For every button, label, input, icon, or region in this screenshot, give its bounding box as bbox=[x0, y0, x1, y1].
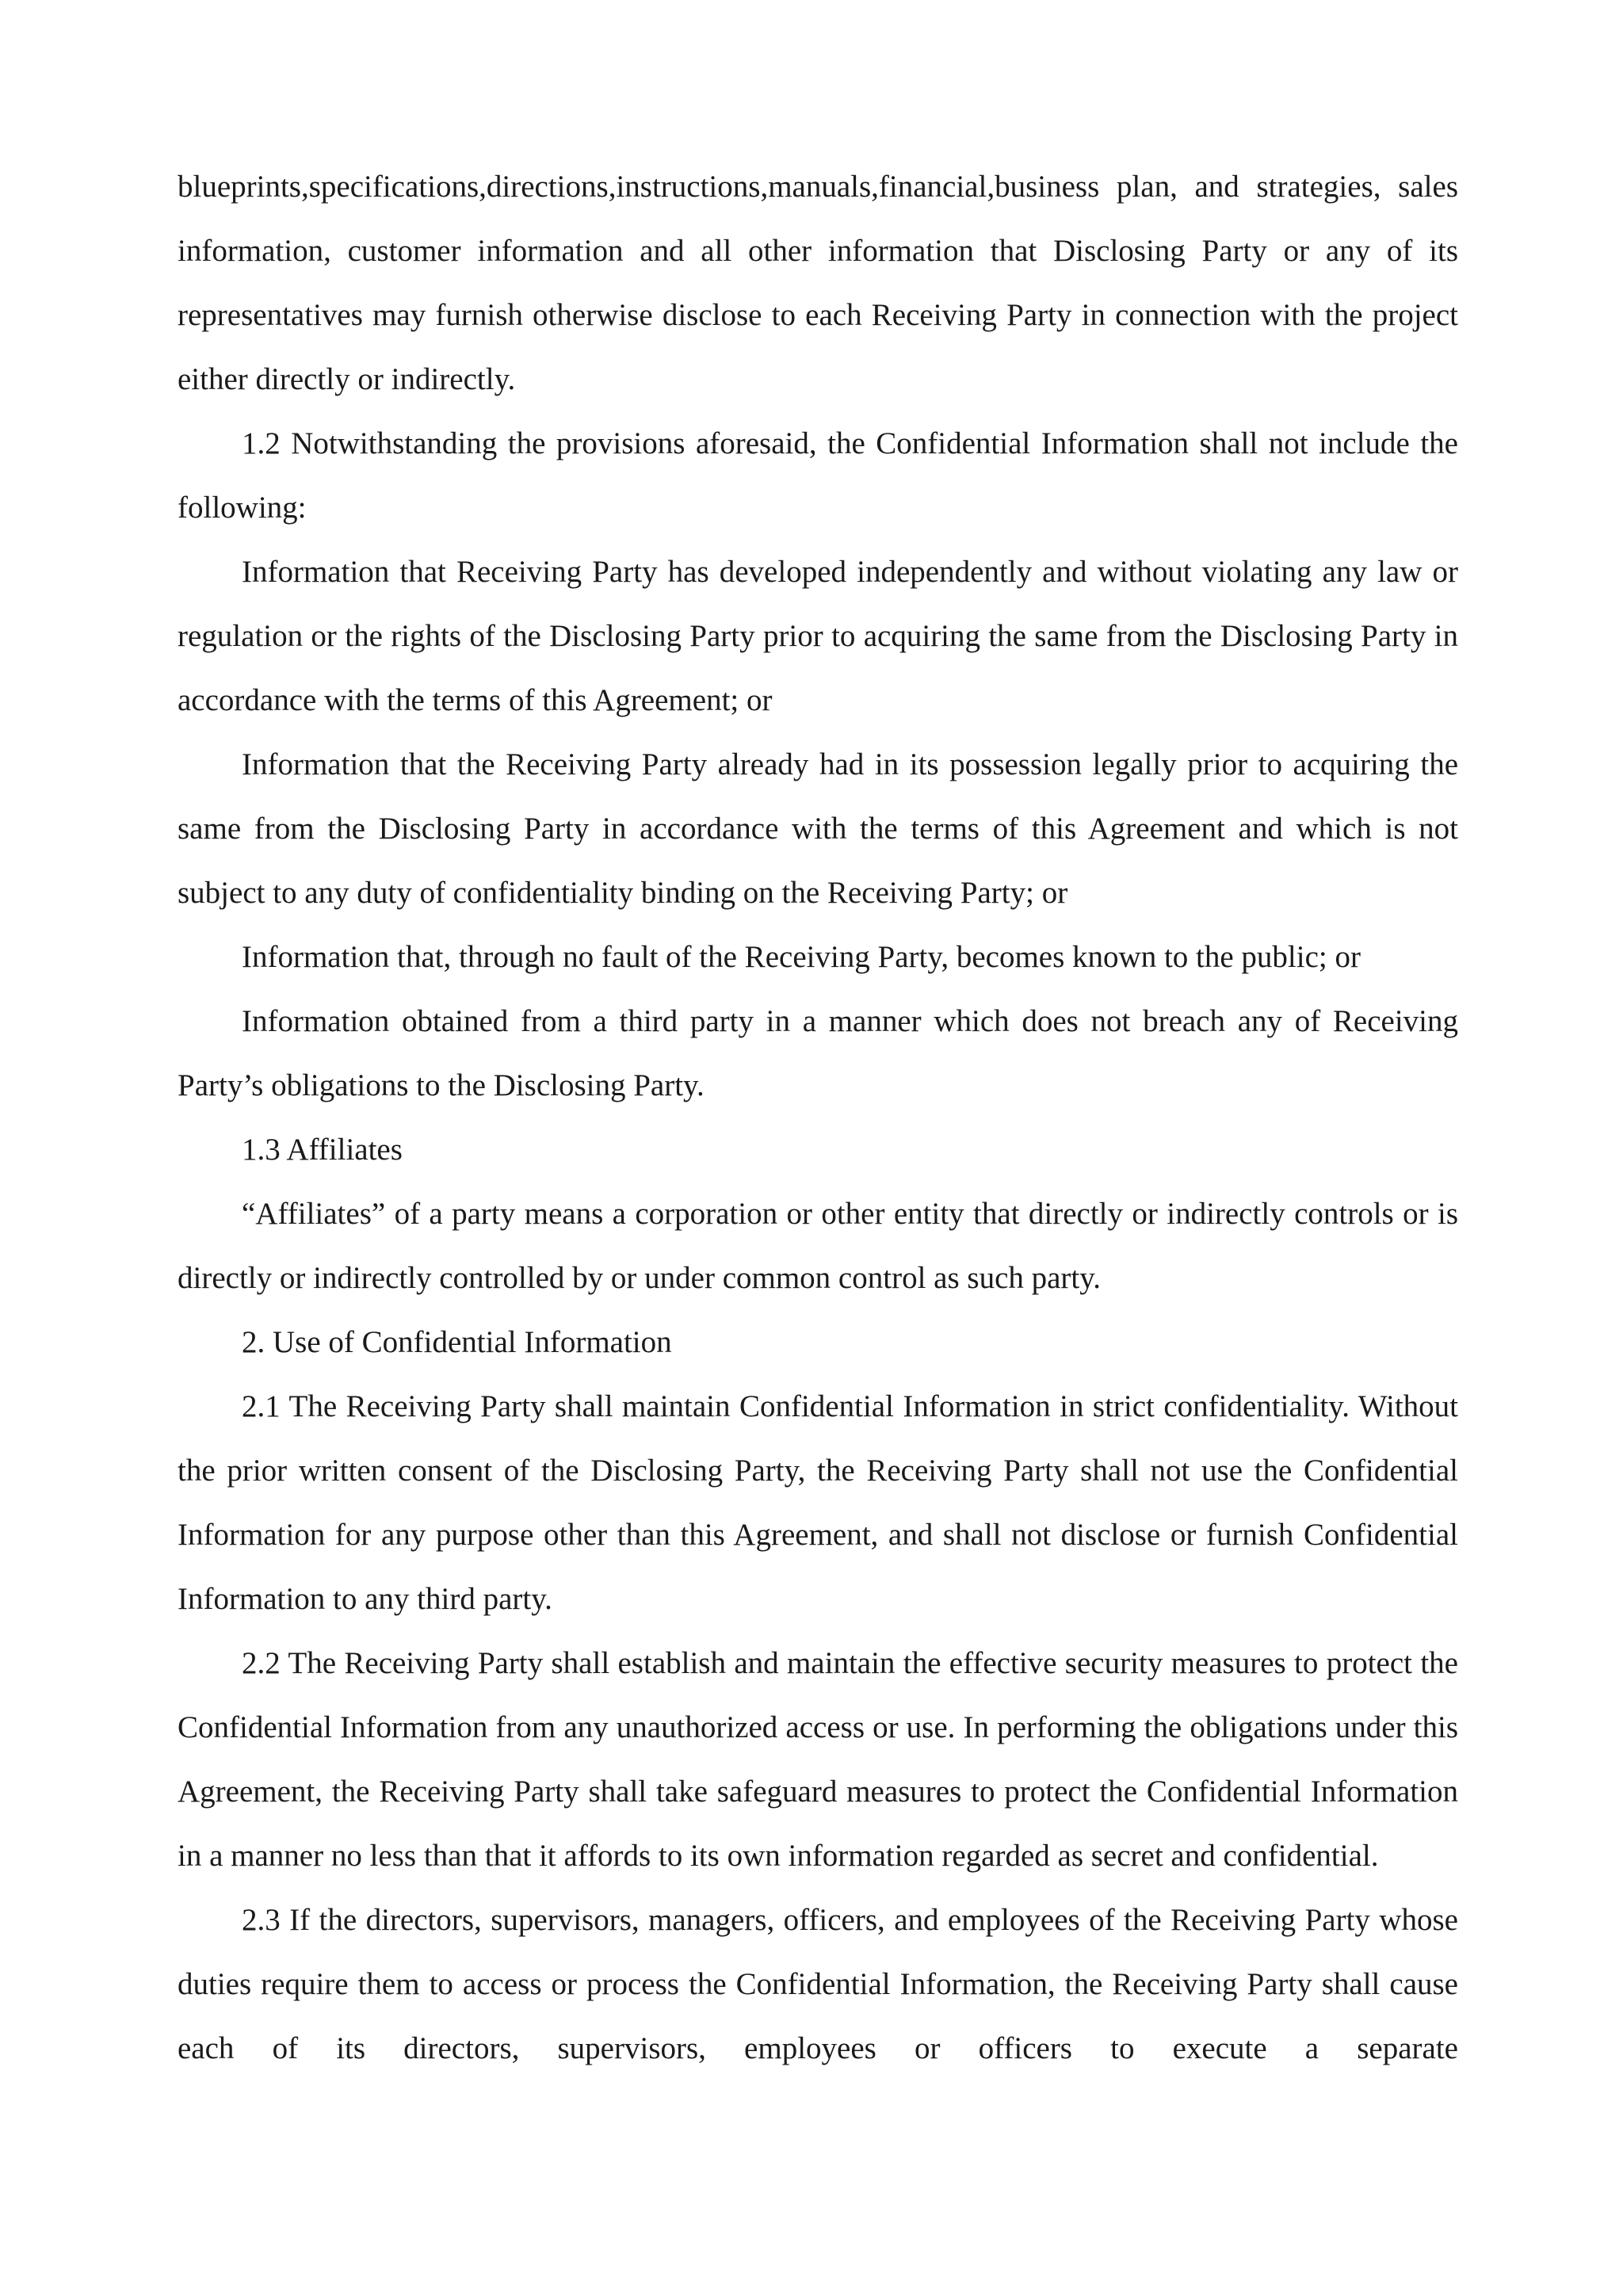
heading-1-3-affiliates: 1.3 Affiliates bbox=[242, 1133, 403, 1167]
paragraph-affiliates-definition: “Affiliates” of a party means a corporation or other entity that directly or indirectly controls or is directly or indirectly controlled by or under common control as such party. bbox=[178, 1197, 1458, 1295]
paragraph-exclusion-prior-possession: Information that the Receiving Party already had in its possession legally prior to acquiring the same from the Disclosing Party in accordance with the terms of this Agreement and which is not subject to any duty of confidentiality binding on the Receiving Party; or bbox=[178, 747, 1458, 910]
paragraph-2-2: 2.2 The Receiving Party shall establish and maintain the effective security measures to protect the Confidential Information from any unauthorized access or use. In performing the obligations under this Agreement, the Receiving Party shall take safeguard measures to protect the Confidential Information in a manner no less than that it affords to its own information regarded as secret and confidential. bbox=[178, 1646, 1458, 1873]
paragraph-2-1: 2.1 The Receiving Party shall maintain Confidential Information in strict confidentiality. Without the prior written consent of the Disclosing Party, the Receiving Party shall not use the Confidential Information for any purpose other than this Agreement, and shall not disclose or furnish Confidential Information to any third party. bbox=[178, 1389, 1458, 1616]
paragraph-exclusion-independent: Information that Receiving Party has developed independently and without violating any law or regulation or the rights of the Disclosing Party prior to acquiring the same from the Disclosing Party in accordance with the terms of this Agreement; or bbox=[178, 555, 1458, 717]
paragraph-exclusion-public: Information that, through no fault of the Receiving Party, becomes known to the public; or bbox=[242, 940, 1361, 974]
paragraph-2-3: 2.3 If the directors, supervisors, managers, officers, and employees of the Receiving Party whose duties require them to access or process the Confidential Information, the Receiving Party shall cause each of its directors, supervisors, employees or officers to execute a separate bbox=[178, 1903, 1458, 2065]
heading-2-use-of-confidential-information: 2. Use of Confidential Information bbox=[242, 1325, 672, 1359]
paragraph-exclusion-third-party: Information obtained from a third party in a manner which does not breach any of Receiving Party’s obligations to the Disclosing Party. bbox=[178, 1004, 1458, 1102]
document-body bbox=[178, 155, 1458, 2080]
paragraph-1-2-exclusions: 1.2 Notwithstanding the provisions aforesaid, the Confidential Information shall not include the following: bbox=[178, 426, 1458, 525]
paragraph-definition-continuation: blueprints,specifications,directions,instructions,manuals,financial,business plan, and strategies, sales information, customer information and all other information that Disclosing Party or any of its representatives may furnish otherwise disclose to each Receiving Party in connection with the project either directly or indirectly. bbox=[178, 170, 1458, 396]
